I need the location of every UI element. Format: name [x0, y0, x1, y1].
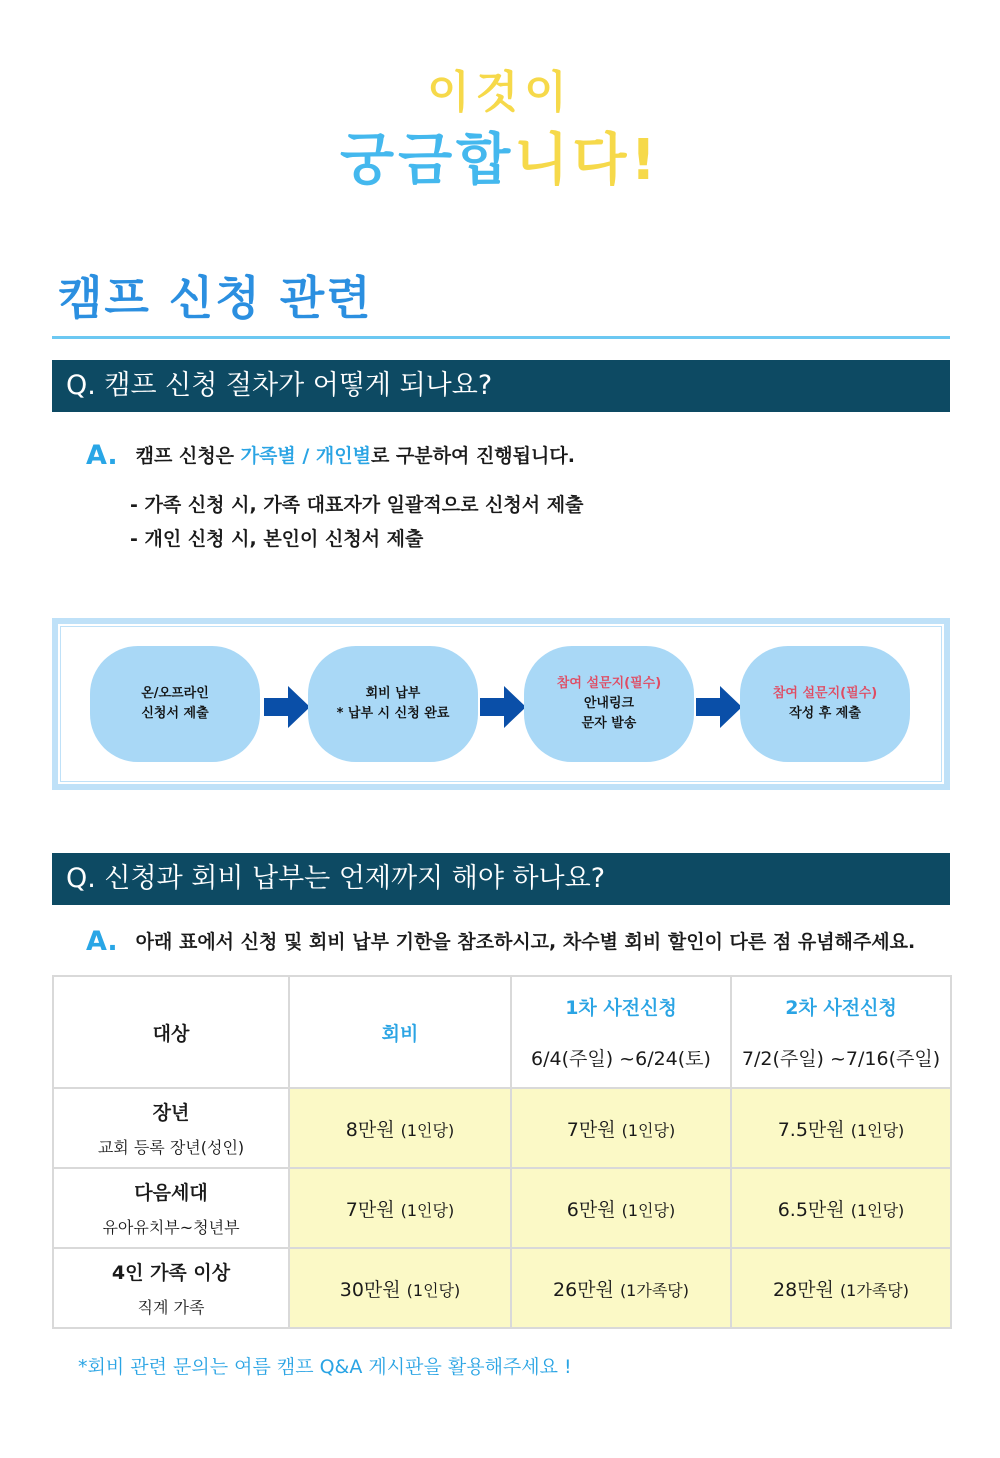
flow-step-payment	[308, 646, 478, 762]
header-round-2-dates: 7/2(주일) ~7/16(주일)	[741, 1048, 941, 1070]
row-round-2-amount: 6.5만원	[777, 1198, 845, 1221]
hero-line-1: 이것이	[427, 67, 573, 118]
row-round-2-unit: (1가족당)	[839, 1280, 909, 1300]
fee-table	[52, 975, 952, 1329]
row-round-1-amount: 26만원	[553, 1278, 614, 1301]
row-round-2-unit: (1인당)	[850, 1120, 905, 1140]
table-row	[53, 1248, 951, 1328]
row-target-name: 다음세대	[134, 1182, 208, 1204]
row-round-1	[511, 1168, 731, 1248]
row-round-2-amount: 28만원	[773, 1278, 834, 1301]
header-round-1-dates: 6/4(주일) ~6/24(토)	[531, 1048, 711, 1070]
header-target: 대상	[53, 976, 289, 1088]
flow-arrow-right-icon	[480, 686, 526, 728]
flow-step-1-line-1: 온/오프라인	[141, 686, 209, 701]
row-round-2-amount: 7.5만원	[777, 1118, 845, 1141]
answer-2-mark: A.	[86, 926, 118, 957]
header-round-2	[731, 976, 951, 1088]
answer-2	[86, 926, 915, 957]
row-target-desc: 교회 등록 장년(성인)	[97, 1138, 245, 1157]
row-target	[53, 1088, 289, 1168]
hero-line-2-yellow: 니다!	[514, 128, 661, 193]
question-1-bar: Q. 캠프 신청 절차가 어떻게 되나요?	[52, 360, 950, 412]
header-fee: 회비	[289, 976, 511, 1088]
row-round-2-unit: (1인당)	[850, 1200, 905, 1220]
fee-table-header-row	[53, 976, 951, 1088]
answer-1-pre: 캠프 신청은	[135, 445, 241, 467]
answer-1-detail-individual: - 개인 신청 시, 본인이 신청서 제출	[130, 528, 424, 550]
flow-step-survey-link	[524, 646, 694, 762]
row-target	[53, 1168, 289, 1248]
row-target-desc: 유아유치부~청년부	[102, 1218, 240, 1237]
answer-1-highlight: 가족별 / 개인별	[240, 445, 371, 467]
flow-step-survey-submit	[740, 646, 910, 762]
section-divider	[52, 336, 950, 339]
answer-1-detail-family: - 가족 신청 시, 가족 대표자가 일괄적으로 신청서 제출	[130, 494, 584, 516]
row-round-1-unit: (1가족당)	[619, 1280, 689, 1300]
row-fee-amount: 7만원	[345, 1198, 395, 1221]
row-round-2	[731, 1088, 951, 1168]
header-round-2-label: 2차 사전신청	[785, 997, 897, 1019]
row-round-1-amount: 6만원	[566, 1198, 616, 1221]
hero-line-2	[0, 116, 1000, 196]
process-flow	[52, 618, 950, 790]
flow-arrow-right-icon	[696, 686, 742, 728]
table-row	[53, 1168, 951, 1248]
header-round-1-label: 1차 사전신청	[565, 997, 677, 1019]
row-fee	[289, 1248, 511, 1328]
flow-step-4-line-1: 참여 설문지(필수)	[772, 686, 878, 701]
row-round-2	[731, 1248, 951, 1328]
answer-1-post: 로 구분하여 진행됩니다.	[370, 445, 575, 467]
row-fee-unit: (1인당)	[400, 1120, 455, 1140]
answer-1	[86, 440, 575, 471]
row-target	[53, 1248, 289, 1328]
header-round-1	[511, 976, 731, 1088]
flow-step-3-line-3: 문자 발송	[581, 716, 637, 731]
flow-step-1-line-2: 신청서 제출	[141, 706, 209, 721]
row-round-2	[731, 1168, 951, 1248]
footnote: *회비 관련 문의는 여름 캠프 Q&A 게시판을 활용해주세요 !	[78, 1356, 572, 1378]
row-round-1	[511, 1248, 731, 1328]
row-fee-unit: (1인당)	[400, 1200, 455, 1220]
answer-1-mark: A.	[86, 440, 118, 471]
row-target-name: 장년	[152, 1102, 190, 1124]
row-round-1	[511, 1088, 731, 1168]
row-fee	[289, 1168, 511, 1248]
row-target-name: 4인 가족 이상	[111, 1262, 231, 1284]
flow-step-3-line-1: 참여 설문지(필수)	[556, 676, 662, 691]
answer-2-text: 아래 표에서 신청 및 회비 납부 기한을 참조하시고, 차수별 회비 할인이 다른 점 유념해주세요.	[135, 931, 916, 953]
flow-step-2-line-2: * 납부 시 신청 완료	[336, 706, 450, 721]
row-round-1-amount: 7만원	[566, 1118, 616, 1141]
row-fee	[289, 1088, 511, 1168]
flow-arrow-right-icon	[264, 686, 310, 728]
section-title: 캠프 신청 관련	[58, 271, 373, 325]
table-row	[53, 1088, 951, 1168]
flow-step-application	[90, 646, 260, 762]
flow-step-4-line-2: 작성 후 제출	[789, 706, 861, 721]
hero-line-2-blue: 궁금합	[339, 128, 515, 193]
row-round-1-unit: (1인당)	[621, 1120, 676, 1140]
row-target-desc: 직계 가족	[137, 1298, 205, 1317]
row-fee-unit: (1인당)	[406, 1280, 461, 1300]
row-round-1-unit: (1인당)	[621, 1200, 676, 1220]
row-fee-amount: 30만원	[339, 1278, 401, 1301]
flow-step-2-line-1: 회비 납부	[365, 686, 421, 701]
flow-step-3-line-2: 안내링크	[583, 696, 635, 711]
question-2-bar: Q. 신청과 회비 납부는 언제까지 해야 하나요?	[52, 853, 950, 905]
row-fee-amount: 8만원	[345, 1118, 395, 1141]
